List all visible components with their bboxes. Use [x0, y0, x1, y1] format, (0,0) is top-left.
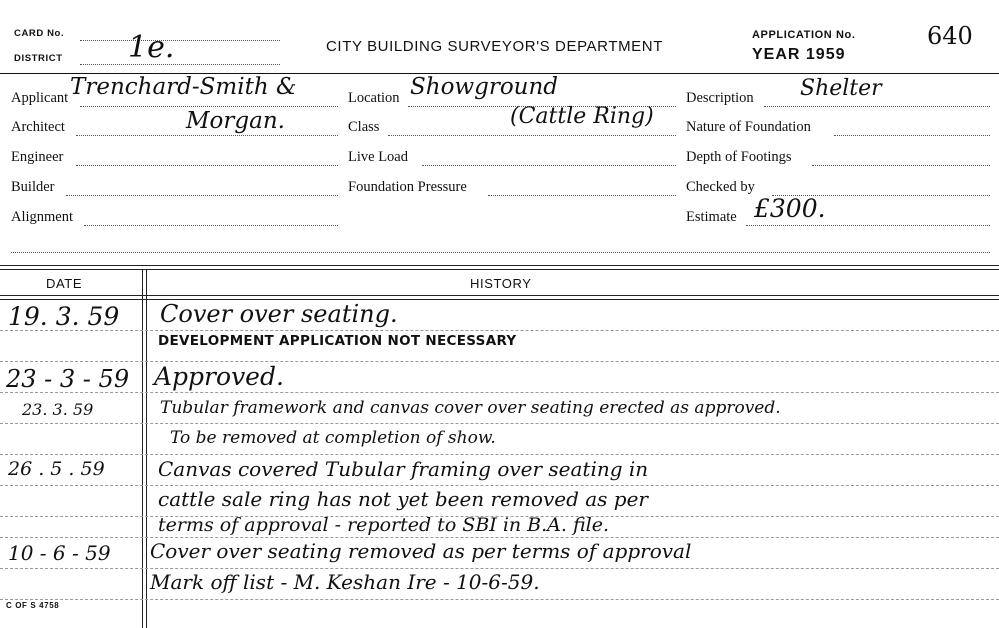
- alignment-label: Alignment: [11, 209, 74, 225]
- row-history-text: terms of approval - reported to SBI in B.A. file.: [158, 514, 610, 536]
- table-header-rule-2: [0, 299, 999, 300]
- application-label: APPLICATION No.: [752, 29, 856, 41]
- description-label: Description: [686, 90, 754, 106]
- table-rule: [0, 361, 999, 362]
- depth-of-footings-line: [812, 165, 990, 166]
- estimate-value: £300.: [754, 194, 826, 223]
- table-column-divider-2: [146, 270, 147, 628]
- applicant-label: Applicant: [11, 90, 69, 106]
- development-stamp: DEVELOPMENT APPLICATION NOT NECESSARY: [158, 333, 517, 349]
- card-no-line: [80, 40, 280, 41]
- builder-line: [66, 195, 338, 196]
- location-value: Showground: [410, 74, 559, 100]
- row-date: 23 - 3 - 59: [6, 365, 130, 393]
- description-value: Shelter: [800, 76, 882, 101]
- architect-line: [76, 135, 338, 136]
- row-history-text: Cover over seating removed as per terms of approval: [150, 539, 692, 563]
- table-rule: [0, 537, 999, 538]
- table-top-rule-2: [0, 269, 999, 270]
- row-history-text: cattle sale ring has not yet been removed as per: [158, 487, 648, 511]
- builder-label: Builder: [11, 179, 55, 195]
- district-value: 1e.: [128, 30, 175, 65]
- district-label: DISTRICT: [14, 53, 63, 64]
- row-date: 26 . 5 . 59: [8, 458, 105, 480]
- checked-by-label: Checked by: [686, 179, 755, 195]
- estimate-line: [746, 225, 990, 226]
- alignment-line: [84, 225, 338, 226]
- table-rule: [0, 454, 999, 455]
- table-rule: [0, 485, 999, 486]
- table-column-divider-1: [142, 270, 143, 628]
- estimate-label: Estimate: [686, 209, 737, 225]
- row-history-text: To be removed at completion of show.: [170, 428, 496, 448]
- table-rule: [0, 423, 999, 424]
- class-label: Class: [348, 119, 380, 135]
- depth-of-footings-label: Depth of Footings: [686, 149, 792, 165]
- table-top-rule-1: [0, 265, 999, 266]
- nature-of-foundation-label: Nature of Foundation: [686, 119, 811, 135]
- location-label: Location: [348, 90, 400, 106]
- history-header: HISTORY: [470, 276, 532, 291]
- year-label: YEAR 1959: [752, 46, 846, 63]
- row-history-text: Approved.: [154, 362, 284, 391]
- district-line: [80, 64, 280, 65]
- live-load-label: Live Load: [348, 149, 408, 165]
- row-date: 23. 3. 59: [22, 400, 94, 419]
- foundation-pressure-line: [488, 195, 676, 196]
- class-line: [388, 135, 676, 136]
- nature-of-foundation-line: [834, 135, 990, 136]
- application-number: 640: [927, 22, 973, 50]
- row-history-text: Tubular framework and canvas cover over seating erected as approved.: [160, 398, 781, 418]
- applicant-line: [80, 106, 338, 107]
- row-history-text: Canvas covered Tubular framing over seating in: [158, 457, 649, 481]
- engineer-label: Engineer: [11, 149, 64, 165]
- table-rule: [0, 392, 999, 393]
- table-rule: [0, 330, 999, 331]
- form-code: C OF S 4758: [6, 601, 60, 610]
- date-header: DATE: [46, 276, 83, 291]
- live-load-line: [422, 165, 676, 166]
- description-line: [764, 106, 990, 107]
- location-value-2: (Cattle Ring): [510, 104, 654, 129]
- row-history-text: Cover over seating.: [160, 300, 398, 328]
- engineer-line: [76, 165, 338, 166]
- card-no-label: CARD No.: [14, 28, 65, 39]
- applicant-value: Trenchard-Smith &: [70, 74, 297, 100]
- architect-value: Morgan.: [186, 108, 285, 134]
- row-history-text: Mark off list - M. Keshan Ire - 10-6-59.: [150, 570, 540, 594]
- row-date: 19. 3. 59: [8, 302, 120, 331]
- foundation-pressure-label: Foundation Pressure: [348, 179, 467, 195]
- fields-bottom-line: [11, 252, 990, 253]
- row-date: 10 - 6 - 59: [8, 541, 111, 565]
- table-header-rule-1: [0, 295, 999, 296]
- table-rule: [0, 568, 999, 569]
- architect-label: Architect: [11, 119, 65, 135]
- department-title: CITY BUILDING SURVEYOR'S DEPARTMENT: [326, 38, 663, 55]
- table-rule: [0, 599, 999, 600]
